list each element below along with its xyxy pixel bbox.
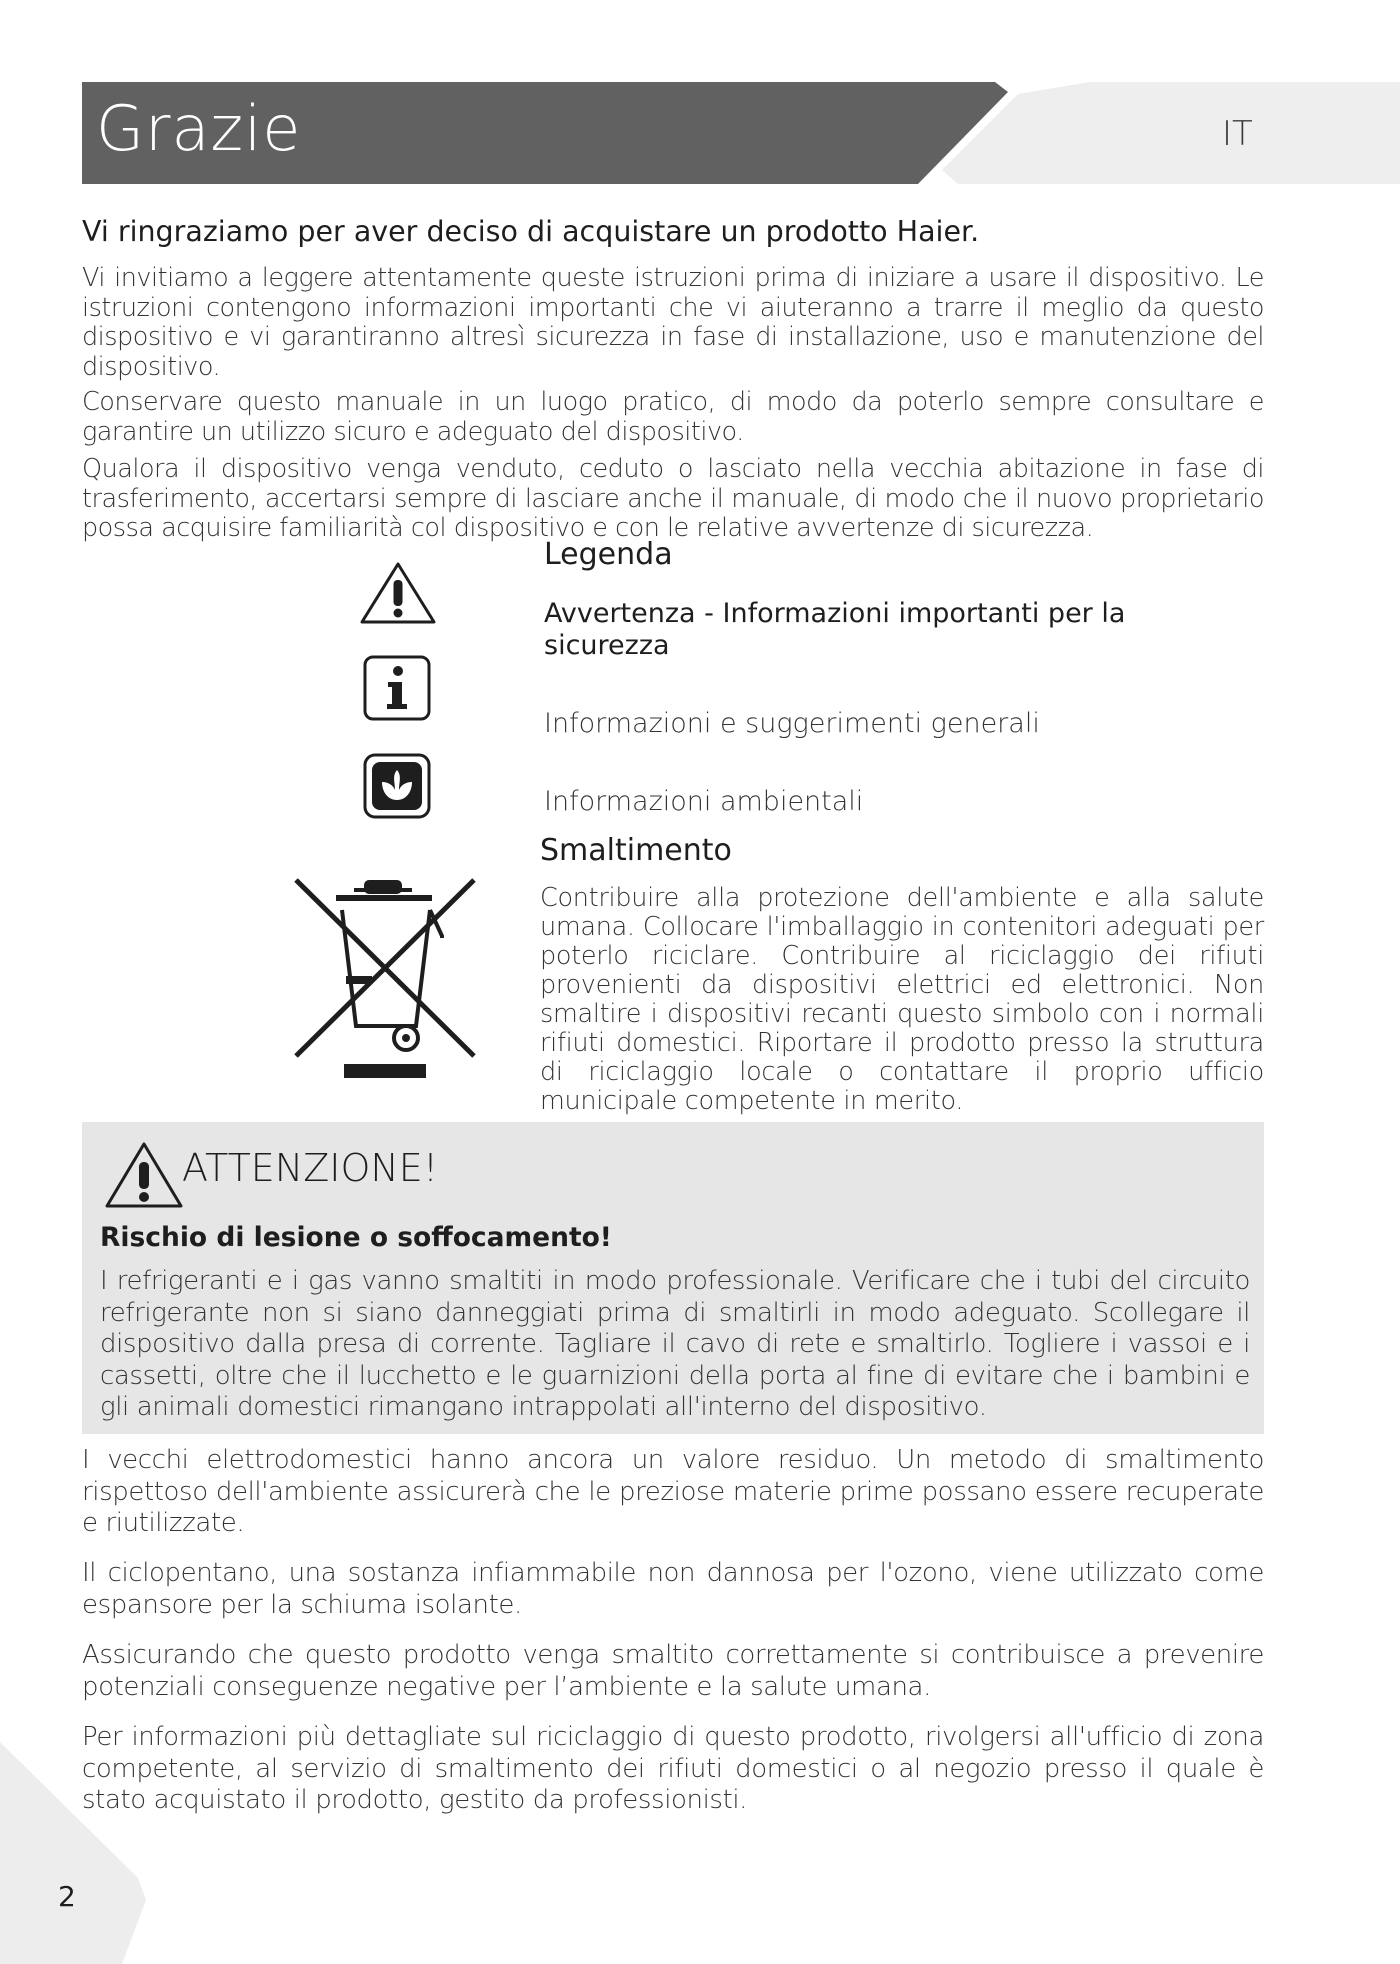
legend-info-label: Informazioni e suggerimenti generali [544,708,1040,739]
intro-paragraph-2-wrap [82,388,1264,447]
intro-paragraph-1-wrap [82,264,1264,382]
closing-paragraph: Per informazioni più dettagliate sul riciclaggio di questo prodotto, rivolgersi all'ufficio di zona competente, al servizio di smaltimento dei rifiuti domestici o al negozio presso il quale è stato acquistato il prodotto, gestito da professionisti. [82,1722,1264,1815]
intro-paragraph: Conservare questo manuale in un luogo pratico, di modo da poterlo sempre consultare e garantire un utilizzo sicuro e adeguato del dispositivo. [82,387,1264,447]
language-tab [942,82,1400,184]
warning-subheading: Rischio di lesione o soffocamento! [100,1222,612,1253]
intro-paragraph: Qualora il dispositivo venga venduto, ceduto o lasciato nella vecchia abitazione in fase di trasferimento, accertarsi sempre di lasciare anche il manuale, di modo che il nuovo proprietario possa acquisire familiarità col dispositivo e con le relative avvertenze di sicurezza. [82,454,1264,543]
closing-paragraph: Assicurando che questo prodotto venga smaltito correttamente si contribuisce a prevenire potenziali conseguenze negative per l’ambiente e la salute umana. [82,1640,1264,1702]
warning-triangle-icon [358,560,438,626]
intro-paragraph-3-wrap [82,455,1264,544]
disposal-title: Smaltimento [540,833,732,868]
warning-heading: ATTENZIONE! [182,1146,439,1190]
warning-triangle-icon [104,1140,184,1210]
crossed-bin-icon [292,876,478,1084]
legend-environment-label: Informazioni ambientali [544,786,864,817]
page-title: Grazie [96,92,302,165]
info-icon [362,654,432,722]
intro-paragraph: Vi invitiamo a leggere attentamente queste istruzioni prima di iniziare a usare il dispositivo. Le istruzioni contengono informazioni importanti che vi aiuteranno a trarre il meglio da questo dispositivo e vi garantiranno altresì sicurezza in fase di installazione, uso e manutenzione del dispositivo. [82,263,1264,382]
page-number: 2 [58,1880,76,1913]
intro-heading: Vi ringraziamo per aver deciso di acquistare un prodotto Haier. [82,215,980,248]
closing-paragraph: Il ciclopentano, una sostanza infiammabile non dannosa per l'ozono, viene utilizzato come espansore per la schiuma isolante. [82,1558,1264,1620]
environment-icon [362,752,432,820]
disposal-text: Contribuire alla protezione dell'ambiente e alla salute umana. Collocare l'imballaggio in contenitori adeguati per poterlo riciclare. Contribuire al riciclaggio dei rifiuti provenienti da dispositivi elettrici ed elettronici. Non smaltire i dispositivi recanti questo simbolo con i normali rifiuti domestici. Riportare il prodotto presso la struttura di riciclaggio locale o contattare il proprio ufficio municipale competente in merito. [540,883,1264,1116]
closing-paragraph: I vecchi elettrodomestici hanno ancora un valore residuo. Un metodo di smaltimento rispettoso dell'ambiente assicurerà che le preziose materie prime possano essere recuperate e riutilizzate. [82,1445,1264,1538]
legend-warning-label: Avvertenza - Informazioni importanti per la sicurezza [544,598,1126,661]
legend-title: Legenda [544,537,673,572]
intro-section [82,214,1264,250]
warning-body: I refrigeranti e i gas vanno smaltiti in modo professionale. Verificare che i tubi del circuito refrigerante non si siano danneggiati prima di smaltirli in modo adeguato. Scollegare il dispositivo dalla presa di corrente. Tagliare il cavo di rete e smaltirlo. Togliere i vassoi e i cassetti, oltre che il lucchetto e le guarnizioni della porta al fine di evitare che i bambini e gli animali domestici rimangano intrappolati all'interno del dispositivo. [100,1266,1250,1422]
language-code: IT [1222,114,1253,154]
